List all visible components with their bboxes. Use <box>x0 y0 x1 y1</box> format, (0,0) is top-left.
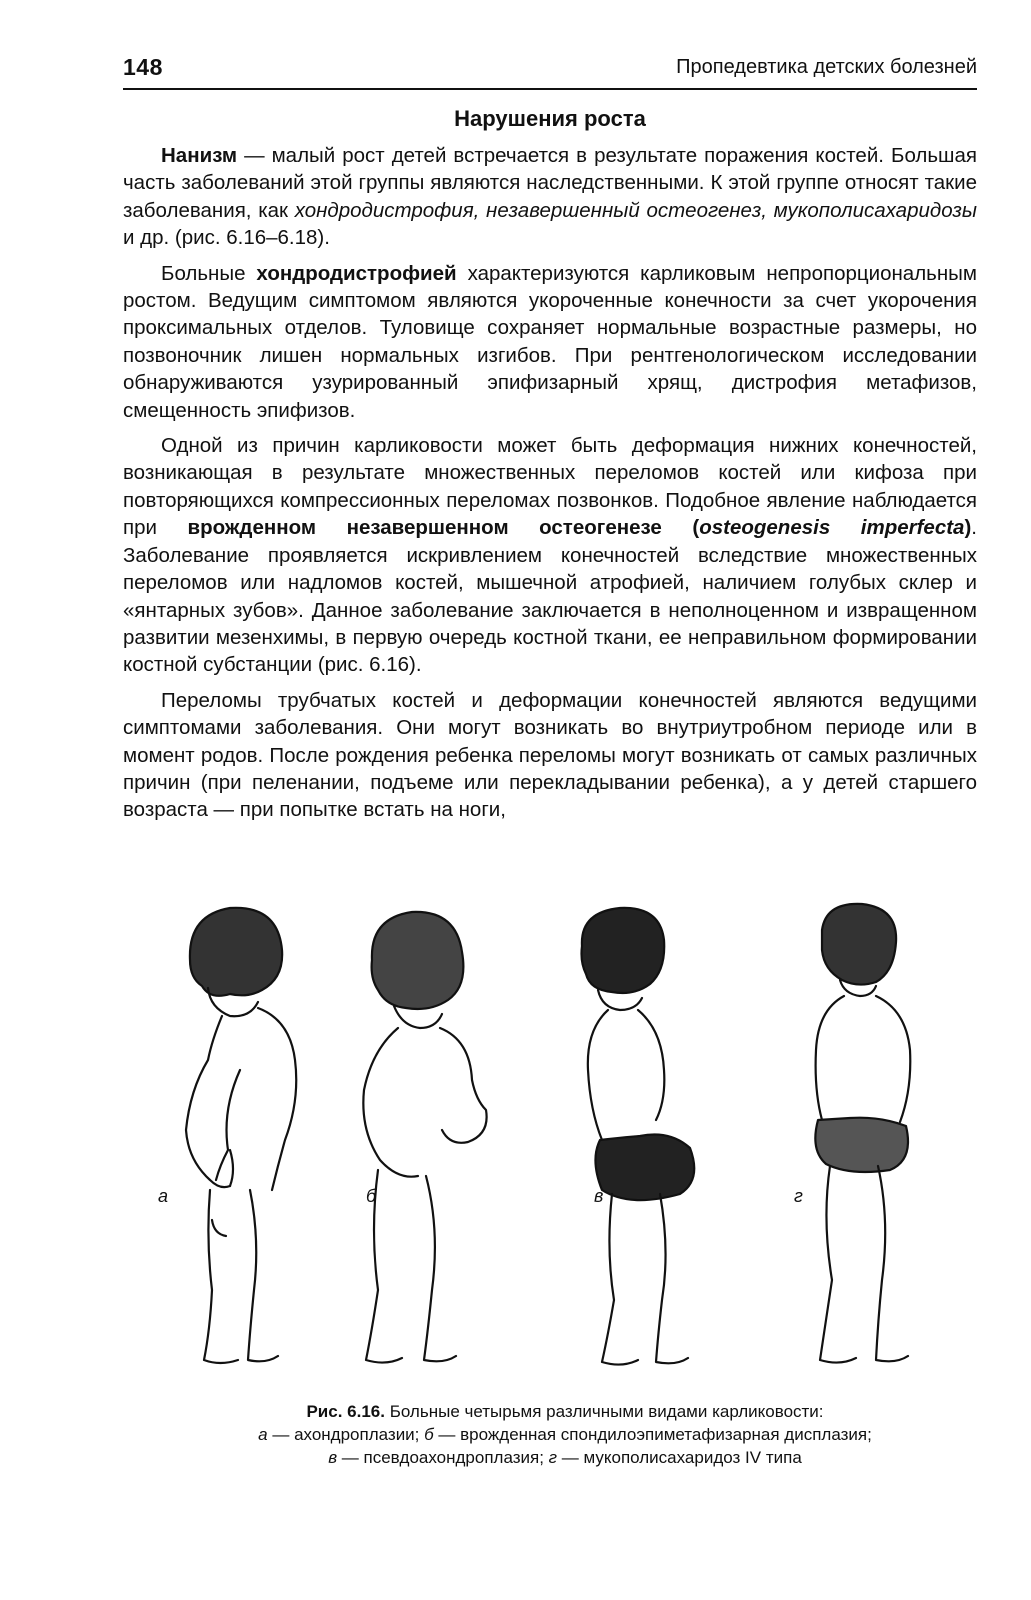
dwarfism-illustration <box>150 890 950 1390</box>
paragraph-4: Переломы трубчатых костей и деформации конечностей являются ведущими симптомами заболевания. Они могут возникать во внутриутробном периоде или в момент родов. После рождения ребенка переломы могут возникать от самых различных причин (при пеленании, подъеме или перекладывании ребенка), а у детей старшего возраста — при попытке встать на ноги, <box>123 688 977 822</box>
paragraph-3: Одной из причин карликовости может быть деформация нижних конечностей, возникающая в результате множественных переломов костей или кифоза при повторяющихся компрессионных переломах позвонков. Подобное явление наблюдается при врожденном незавершенном остеогенезе (osteogenesis imperfecta). Заболевание проявляется искривлением конечностей вследствие множественных переломов или надломов костей, мышечной атрофией, наличием голубых склер и «янтарных зубов». Данное заболевание заключается в неполноценном и извращенном развитии мезенхимы, в первую очередь костной ткани, ее неправильном формировании костной субстанции (рис. 6.16). <box>123 434 977 677</box>
panel-label-d: г <box>794 1186 803 1206</box>
paragraph-2: Больные хондродистрофией характеризуются карликовым непропорциональным ростом. Ведущим симптомом являются укороченные конечности за счет укорочения проксимальных отделов. Туловище сохраняет нормальные возрастные размеры, но позвоночник лишен нормальных изгибов. При рентгенологическом исследовании обнаруживаются узурированный эпифизарный хрящ, дистрофия метафизов, смещенность эпифизов. <box>123 261 977 422</box>
figure-caption <box>150 1400 980 1469</box>
book-title: Пропедевтика детских болезней <box>676 56 977 78</box>
child-figure-b <box>363 912 486 1363</box>
child-figure-a <box>186 908 296 1363</box>
caption-line-2: а — ахондроплазии; б — врожденная спондилоэпиметафизарная дисплазия; <box>258 1425 872 1444</box>
panel-label-c: в <box>594 1186 604 1206</box>
section-title: Нарушения роста <box>454 106 646 131</box>
panel-label-b: б <box>366 1186 377 1206</box>
child-figure-c <box>582 908 695 1365</box>
term-nanism: Нанизм <box>161 144 238 167</box>
paragraph-1: Нанизм — малый рост детей встречается в результате поражения костей. Большая часть заболеваний этой группы являются наследственными. К этой группе относят такие заболевания, как хондродистрофия, незавершенный остеогенез, мукополисахаридозы и др. (рис. 6.16–6.18). <box>123 144 977 250</box>
caption-label: Рис. 6.16. <box>306 1402 385 1421</box>
child-figure-d <box>815 904 910 1363</box>
caption-line-3: в — псевдоахондроплазия; г — мукополисахаридоз IV типа <box>328 1448 802 1467</box>
figure-6-16 <box>150 890 950 1390</box>
body-text <box>123 142 977 832</box>
panel-label-a: а <box>158 1186 169 1206</box>
disease-list: хондродистрофия, незавершенный остеогенез, мукополисахаридозы <box>294 198 977 222</box>
caption-title-line: Рис. 6.16. Больные четырьмя различными видами карликовости: <box>306 1402 824 1421</box>
term-osteogenesis: врожденном незавершенном остеогенезе (osteogenesis imperfecta) <box>187 516 972 540</box>
running-head <box>123 48 977 90</box>
term-chondrodystrophy: хондродистрофией <box>256 261 457 285</box>
page-number: 148 <box>123 54 163 80</box>
